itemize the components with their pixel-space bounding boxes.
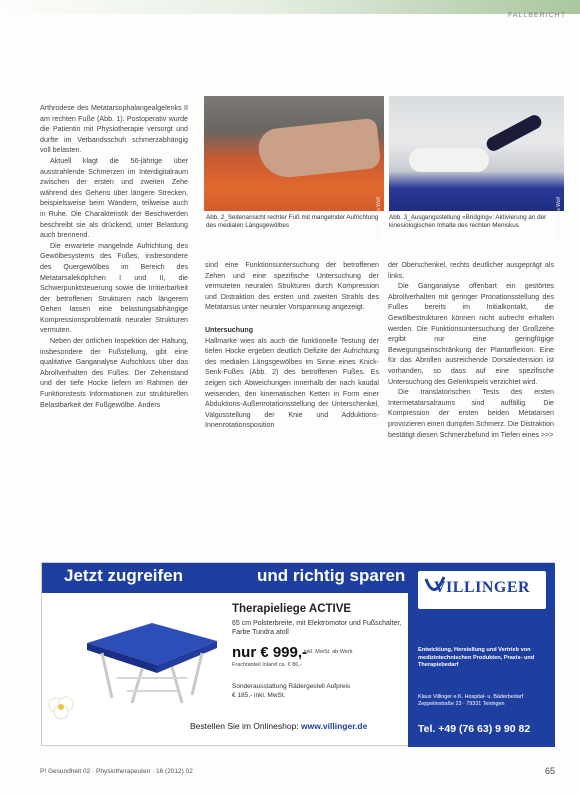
brand-name: VILLINGER xyxy=(434,579,531,596)
ad-shop-link[interactable]: www.villinger.de xyxy=(301,721,368,731)
col1-paragraph: Arthrodese des Metatarsophalangealgelenks II am rechten Fuße (Abb. 1). Postoperativ wurde die Patientin mit Physiotherapie versorgt und durfte im Verbandsschuh schmerzabhängig voll belasten. xyxy=(40,104,188,155)
ad-price-note: inkl. MwSt. ab Werk xyxy=(304,649,353,655)
brand-phone: Tel. +49 (76 63) 9 90 82 xyxy=(418,723,531,735)
figure-caption-3: Abb. 3_Ausgangsstellung »Bridging«: Aktivierung an der kinesiologischen Inhalte des rechten Meniskus xyxy=(389,214,547,230)
photo-credit: Foto: Thomas Wolf xyxy=(376,197,382,240)
flower-icon xyxy=(46,695,78,721)
figure-caption-2: Abb. 2_Seitenansicht rechter Fuß mit mangelnder Aufrichtung des medialen Längsgewölbes xyxy=(206,214,379,230)
ad-product-name: Therapieliege ACTIVE xyxy=(232,603,352,615)
col1-paragraph: Aktuell klagt die 56-jährige über ausstrahlende Schmerzen im Interdigitalraum zwischen der ersten und zweiten Zehe während des Gehens über längere Strecken, beispielsweise beim Wandern, teilweise auch in Ruhe. Die Charakteristik der Beschwerden beschreibt sie als drückend, unter Belastung auch brennend. xyxy=(40,156,188,240)
therapy-table-icon xyxy=(82,603,222,713)
col3-paragraph: der Oberschenkel, rechts deutlicher ausgeprägt als links. xyxy=(388,261,554,280)
brand-address: Klaus Villinger e.K. Hospital- u. Bäderbedarf Zeppelinstraße 23 · 79331 Teningen xyxy=(418,694,524,708)
ad-shop-prefix: Bestellen Sie im Onlineshop: xyxy=(190,721,299,731)
top-color-bar xyxy=(0,0,580,14)
section-heading: Untersuchung xyxy=(205,325,254,334)
col3-paragraph-text: Die translatorischen Tests des ersten Intermetatarsalraums sind auffällig. Die Kompression der ersten beiden Metatarsen provozieren einen dumpfen Schmerz. Die Distraktion bestätigt diesen Schmerzbefund im Tiefen eines xyxy=(388,388,554,439)
text-column-3 xyxy=(388,260,554,440)
ad-headline-left: Jetzt zugreifen xyxy=(64,566,184,585)
col1-paragraph: Die erwartete mangelnde Aufrichtung des Gewölbesystems des Fußes, insbesondere des Quergewölbes im Bereich des Metatarsaleköpfchen I und II, die Schwerpunktsteuerung sowie die Irritierbarkeit der betroffenen Strukturen nach längerem Gehen lassen eine belastungsabhängige Kompressionsproblematik neuraler Strukturen vermuten. xyxy=(40,241,188,335)
ad-freight: Frachtanteil Inland ca. € 86,- xyxy=(232,662,302,668)
brand-slogan: Entwicklung, Herstellung und Vertrieb von medizintechnischen Produkten, Praxis- und Therapiebedarf xyxy=(418,647,535,669)
col2-paragraph: sind eine Funktionsuntersuchung der betroffenen Zehen und eine spezifische Untersuchung der vermuteten neuralen Strukturen durch Kompression und Distraktion des ersten und zweiten Strahls des Metatarsus unter neuraler Vorspannung angezeigt. xyxy=(205,261,379,312)
ad-price: nur € 999,- xyxy=(232,644,308,661)
patient-leg-illustration xyxy=(484,113,544,154)
ad-product-description: 65 cm Polsterbreite, mit Elektromotor und Fußschalter, Farbe Tundra atoll xyxy=(232,620,402,636)
journal-footer: P! Gesundheit 02 · Physiotherapeuten · 16 (2012) 02 xyxy=(40,768,193,775)
ad-brand-panel xyxy=(408,563,555,747)
page-number: 65 xyxy=(544,766,555,776)
text-column-1 xyxy=(40,103,188,410)
patient-illustration xyxy=(409,148,489,172)
text-column-2 xyxy=(205,260,379,431)
col3-paragraph: Die Ganganalyse offenbart ein gestörtes Abrollverhalten mit geringer Pronationsstellung des Fußes bereits im Initialkontakt, die Gewölbestrukturen können nicht aufrecht erhalten werden. Die Funktionsuntersuchung der Großzehe ergibt nur eine geringfügige Bewegungseinschränkung der Plantarflexion. Eine für das Abrollen ausreichende Dorsalextension ist vorhanden, so dass auf eine spezifische Untersuchung des Gelenkspiels verzichtet wird. xyxy=(388,282,554,386)
col3-paragraph xyxy=(388,387,554,440)
ad-headline-right: und richtig sparen xyxy=(257,566,406,585)
continue-marker: >>> xyxy=(541,430,554,439)
col2-paragraph: Hallmarke wies als auch die funktionelle Testung der tiefen Hocke ergeben deutlich Defizite der Aufrichtung des medialen Längsgewölbes im Sinne eines Knick-Senk-Fußes (Abb. 2) des betroffenen Fußes. Es zeigen sich Abweichungen innerhalb der nach kaudal weisenden, den kinematischen Ketten in Form einer Abduktions-Außenrotationsstellung der Unterschenkel, Valgusstellung der Knie und Adduktions-Innenrotationsposition xyxy=(205,336,379,430)
brand-logo xyxy=(418,571,546,609)
foot-illustration xyxy=(257,118,382,180)
photo-credit: Foto: Thomas Wolf xyxy=(556,197,562,240)
advertisement[interactable] xyxy=(41,562,554,746)
section-label: FALLBERICHT xyxy=(507,12,566,19)
ad-shop-line xyxy=(190,721,367,731)
ad-accessory: Sonderausstattung Rädergestell Aufpreis € 185,- inkl. MwSt. xyxy=(232,683,351,699)
col1-paragraph: Neben der örtlichen Inspektion der Haltung, insbesondere der Fußstellung, gibt eine qualitative Ganganalyse Aufschluss über das Abrollverhalten des Fußes. Der Zehenstand und der tiefe Hocke liefern im Rahmen der Funktionstests Informationen zur strukturellen Belastbarkeit der Fußgewölbe. Anders xyxy=(40,337,188,409)
